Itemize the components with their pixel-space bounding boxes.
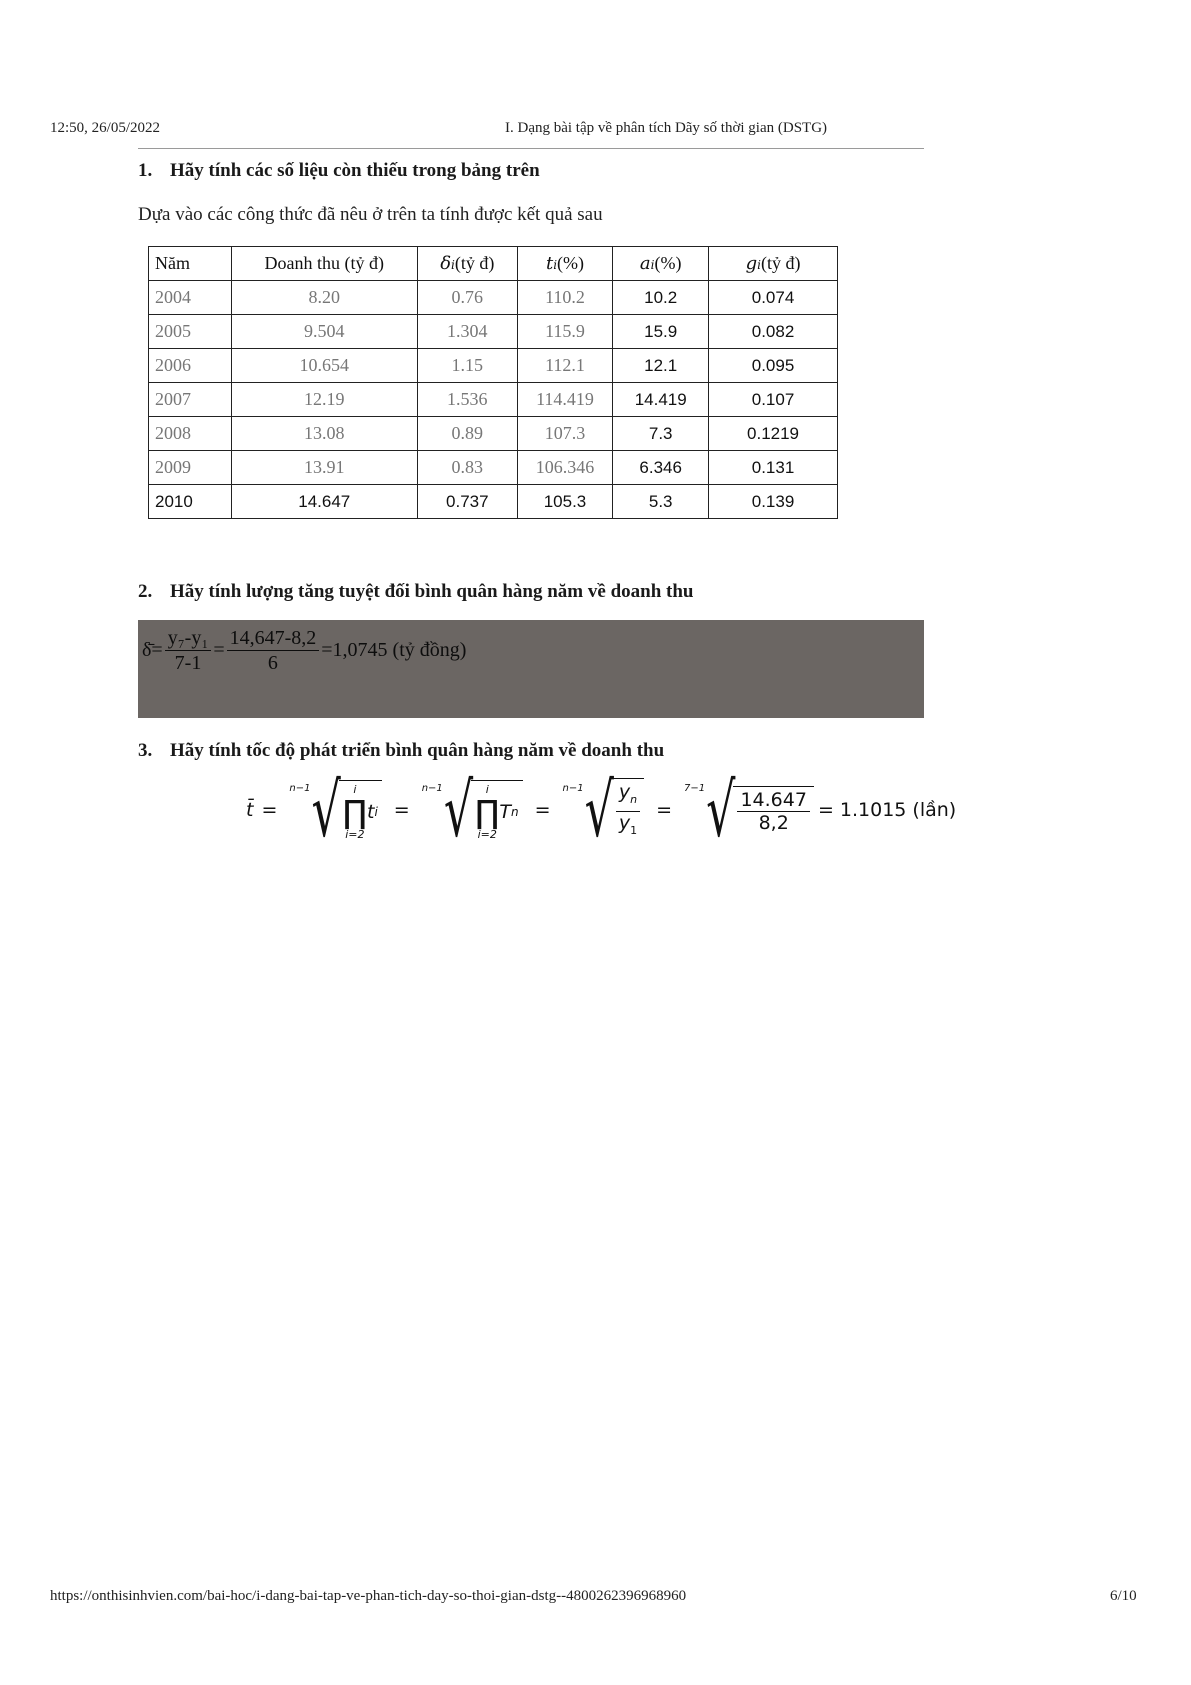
table-cell: 12.1 — [613, 349, 709, 383]
table-cell: 7.3 — [613, 417, 709, 451]
formula-3-result: = 1.1015 (lần) — [817, 799, 957, 821]
header-revenue: Doanh thu (tỷ đ) — [231, 247, 417, 281]
table-cell: 14.647 — [231, 485, 417, 519]
table-cell: 2004 — [149, 281, 232, 315]
table-cell: 115.9 — [517, 315, 613, 349]
table-cell: 10.654 — [231, 349, 417, 383]
table-cell: 112.1 — [517, 349, 613, 383]
table-row — [149, 281, 838, 315]
table-cell: 14.419 — [613, 383, 709, 417]
root-fraction-y: n−1 √ $y_n$ $y_1$ — [562, 778, 644, 842]
table-cell: 2009 — [149, 451, 232, 485]
table-cell: 15.9 — [613, 315, 709, 349]
header-g: gi(tỷ đ) — [709, 247, 838, 281]
table-body — [149, 281, 838, 519]
formula-image-box — [138, 620, 924, 718]
table-cell: 2010 — [149, 485, 232, 519]
table-cell: 12.19 — [231, 383, 417, 417]
table-row — [149, 349, 838, 383]
table-cell: 0.737 — [417, 485, 517, 519]
section-2-number: 2. — [138, 581, 153, 602]
section-3-heading — [138, 740, 664, 762]
table-cell: 5.3 — [613, 485, 709, 519]
table-row — [149, 417, 838, 451]
table-cell: 114.419 — [517, 383, 613, 417]
formula-2-result: =1,0745 (tỷ đồng) — [321, 639, 467, 661]
section-3-number: 3. — [138, 740, 153, 761]
fraction-numeric: $\frac{14,647-8,2}{6}$ — [227, 626, 320, 675]
table-cell: 0.1219 — [709, 417, 838, 451]
table-cell: 13.08 — [231, 417, 417, 451]
table-cell: 0.83 — [417, 451, 517, 485]
table-cell: 0.082 — [709, 315, 838, 349]
table-row — [149, 315, 838, 349]
table-cell: 1.304 — [417, 315, 517, 349]
table-cell: 0.89 — [417, 417, 517, 451]
table-cell: 0.095 — [709, 349, 838, 383]
table-cell: 8.20 — [231, 281, 417, 315]
root-product-ti: n−1 √ i ∏ i=2 t i — [289, 780, 381, 841]
table-cell: 2006 — [149, 349, 232, 383]
print-timestamp: 12:50, 26/05/2022 — [50, 120, 161, 136]
section-1-intro: Dựa vào các công thức đã nêu ở trên ta tính được kết quả sau — [138, 204, 603, 225]
table-header-row — [149, 247, 838, 281]
table-cell: 0.074 — [709, 281, 838, 315]
table-cell: 2007 — [149, 383, 232, 417]
table-row — [149, 485, 838, 519]
table-cell: 9.504 — [231, 315, 417, 349]
header-t: ti(%) — [517, 247, 613, 281]
page-number: 6/10 — [1110, 1588, 1137, 1604]
table-cell: 106.346 — [517, 451, 613, 485]
table-cell: 110.2 — [517, 281, 613, 315]
average-absolute-change-formula: δ̄= $\frac{\text{y₇-y₁}}{7-1}$ = $\frac{14,647-8,2}{6}$ =1,0745 (tỷ đồng) — [142, 627, 467, 674]
section-1-heading — [138, 160, 540, 182]
delta-bar-symbol: δ̄= — [142, 639, 163, 661]
t-bar-symbol: t̄ — [246, 799, 254, 821]
header-a: ai(%) — [613, 247, 709, 281]
header-year: Năm — [149, 247, 232, 281]
section-3-title: Hãy tính tốc độ phát triển bình quân hàng năm về doanh thu — [170, 740, 665, 761]
table-cell: 6.346 — [613, 451, 709, 485]
table-cell: 0.107 — [709, 383, 838, 417]
page-title: I. Dạng bài tập về phân tích Dãy số thời gian (DSTG) — [505, 120, 828, 136]
table-cell: 2008 — [149, 417, 232, 451]
footer-url: https://onthisinhvien.com/bai-hoc/i-dang-bai-tap-ve-phan-tich-day-so-thoi-gian-dstg--4800262396968960 — [50, 1588, 687, 1604]
table-cell: 0.139 — [709, 485, 838, 519]
table-cell: 105.3 — [517, 485, 613, 519]
section-1-title: Hãy tính các số liệu còn thiếu trong bảng trên — [170, 160, 540, 181]
fraction-general: $\frac{\text{y₇-y₁}}{7-1}$ — [165, 626, 212, 675]
section-2-title: Hãy tính lượng tăng tuyệt đối bình quân hàng năm về doanh thu — [170, 581, 694, 602]
root-numeric: 7−1 √ 14.647 8,2 — [684, 786, 814, 834]
section-2-heading — [138, 581, 693, 603]
table-cell: 1.536 — [417, 383, 517, 417]
table-cell: 107.3 — [517, 417, 613, 451]
results-table — [148, 246, 838, 519]
table-row — [149, 383, 838, 417]
table-cell: 0.131 — [709, 451, 838, 485]
table-cell: 0.76 — [417, 281, 517, 315]
average-growth-rate-formula: t̄ = n−1 √ i ∏ i=2 t i = n−1 √ i ∏ i=2 T n = n−1 √ $y_n$ $y_1$ = 7−1 √ 14.647 8,2 = 1.1015 (lần) — [246, 766, 957, 854]
root-product-tn: n−1 √ i ∏ i=2 T n — [422, 780, 523, 841]
table-cell: 1.15 — [417, 349, 517, 383]
table-row — [149, 451, 838, 485]
table-cell: 10.2 — [613, 281, 709, 315]
table-cell: 2005 — [149, 315, 232, 349]
header-delta: δi(tỷ đ) — [417, 247, 517, 281]
section-1-number: 1. — [138, 160, 153, 181]
header-divider — [138, 148, 924, 149]
table-cell: 13.91 — [231, 451, 417, 485]
